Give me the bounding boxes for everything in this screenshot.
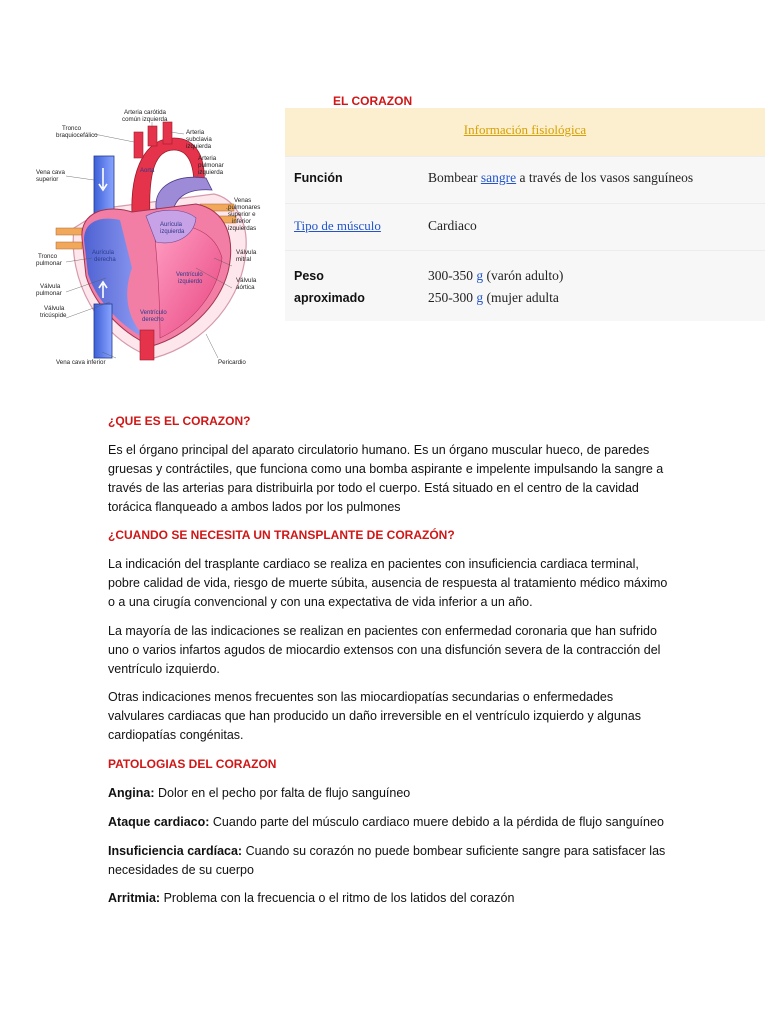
info-table	[285, 108, 765, 321]
aorta-descendente-shape	[140, 330, 154, 360]
label-valvula-pulmonar: Válvula pulmonar	[36, 283, 62, 297]
vena-pulmonar-3-shape	[56, 228, 82, 235]
patologia-item: Angina: Dolor en el pecho por falta de flujo sanguíneo	[108, 786, 411, 800]
peso-label: Peso aproximado	[294, 269, 365, 305]
label-valvula-mitral: Válvula mitral	[236, 249, 257, 263]
label-arteria-carotida: Arteria carótida común izquierda	[122, 109, 168, 123]
label-arteria-pulmonar: Arteria pulmonar izquierda	[198, 155, 224, 176]
paragraph-transplante-3: Otras indicaciones menos frecuentes son las miocardiopatías secundarias o enfermedades valvulares cardiacas que han producido un daño irreversible en el ventrículo izquierdo y algunas cardiopatías congénitas.	[108, 690, 641, 742]
braquiocefalico-shape	[134, 132, 143, 158]
patologia-item: Ataque cardiaco: Cuando parte del músculo cardiaco muere debido a la pérdida de flujo sanguíneo	[108, 815, 664, 829]
vena-cava-inferior-shape	[94, 304, 112, 358]
heading-que-es: ¿QUE ES EL CORAZON?	[108, 414, 251, 428]
sangre-link[interactable]: sangre	[480, 170, 517, 185]
patologia-item: Arritmia: Problema con la frecuencia o el ritmo de los latidos del corazón	[108, 891, 515, 905]
gramo-link[interactable]: g	[476, 290, 484, 305]
label-ventriculo-derecho: Ventrículo derecho	[140, 310, 167, 323]
label-pericardio: Pericardio	[218, 359, 246, 366]
gramo-link[interactable]: g	[476, 268, 484, 283]
info-row-peso	[285, 250, 765, 321]
info-table-header-link[interactable]: Información fisiológica	[463, 122, 587, 137]
label-venas-pulmonares: Venas pulmonares superior e inferior izquierdas	[228, 197, 261, 232]
peso-value: 300-350 g (varón adulto) 250-300 g (mujer adulta	[428, 268, 564, 305]
label-tronco-braquiocefalico: Tronco braquiocefálico	[56, 125, 98, 139]
label-auricula-derecha: Aurícula derecha	[92, 250, 116, 263]
heading-transplante: ¿CUANDO SE NECESITA UN TRANSPLANTE DE CORAZÓN?	[108, 528, 455, 542]
label-auricula-izquierda: Aurícula izquierda	[160, 222, 185, 235]
patologia-item: Insuficiencia cardíaca: Cuando su corazón no puede bombear suficiente sangre para satisfacer las necesidades de su cuerpo	[108, 844, 666, 877]
label-arteria-subclavia: Arteria subclavia izquierda	[186, 129, 212, 150]
heart-diagram	[36, 108, 264, 370]
heading-patologias: PATOLOGIAS DEL CORAZON	[108, 757, 277, 771]
label-tronco-pulmonar: Tronco pulmonar	[36, 253, 62, 267]
label-valvula-tricuspide: Válvula tricúspide	[40, 305, 67, 319]
info-row-tipo	[285, 203, 765, 250]
tipo-value: Cardiaco	[428, 218, 477, 233]
funcion-label: Función	[294, 171, 343, 185]
label-aorta: Aorta	[140, 168, 155, 174]
paragraph-que-es: Es el órgano principal del aparato circulatorio humano. Es un órgano muscular hueco, de paredes gruesas y contráctiles, que funciona como una bomba aspirante e impelente impulsando la sangre a través de las arterias para distribuirla por todo el cuerpo. Está situado en el centro de la cavidad torácica flanqueado a ambos lados por los pulmones	[108, 443, 664, 514]
carotida-shape	[148, 126, 157, 146]
label-valvula-aortica: Válvula aórtica	[236, 277, 257, 291]
funcion-value: Bombear sangre a través de los vasos sanguíneos	[428, 170, 694, 185]
subclavia-shape	[163, 122, 172, 144]
page-title: EL CORAZON	[333, 94, 413, 108]
paragraph-transplante-1: La indicación del trasplante cardiaco se realiza en pacientes con insuficiencia cardiaca terminal, pobre calidad de vida, riesgo de muerte súbita, ausencia de respuesta al tratamiento médico máximo o a una cirugía convencional y con una expectativa de vida inferior a un año.	[108, 557, 668, 609]
info-row-funcion	[285, 156, 765, 203]
tipo-musculo-link[interactable]: Tipo de músculo	[294, 218, 381, 233]
vena-pulmonar-4-shape	[56, 242, 82, 249]
info-table-header	[285, 108, 765, 156]
label-vena-cava-superior: Vena cava superior	[36, 169, 65, 183]
label-ventriculo-izquierdo: Ventrículo izquierdo	[176, 272, 203, 285]
label-vena-cava-inferior: Vena cava inferior	[56, 359, 106, 366]
paragraph-transplante-2: La mayoría de las indicaciones se realizan en pacientes con enfermedad coronaria que han sufrido uno o varios infartos agudos de miocardio extensos con una disfunción severa de la contracción del ventrículo izquierdo.	[108, 624, 661, 676]
